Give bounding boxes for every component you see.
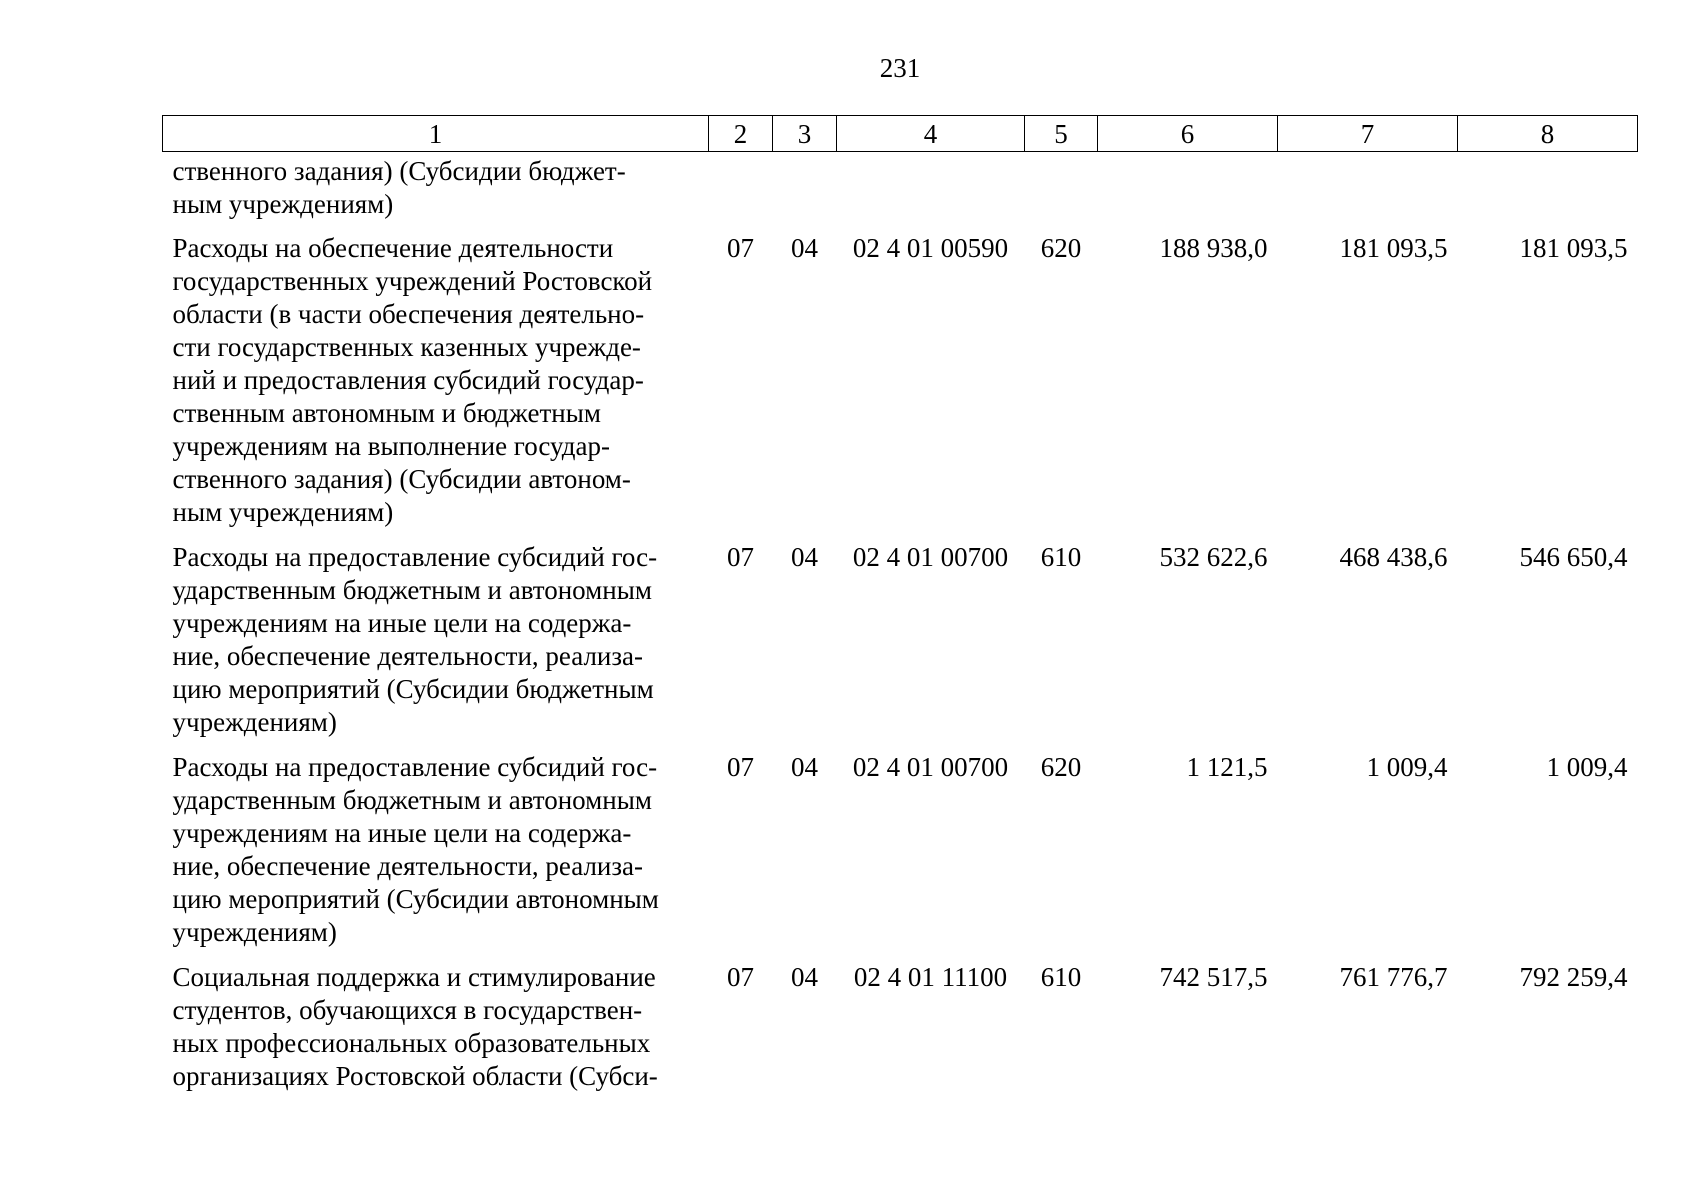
cell-subsection: 04 (791, 962, 818, 992)
cell-target-article: 02 4 01 00590 (852, 233, 1009, 263)
cell-section: 07 (727, 233, 754, 263)
cell-section: 07 (727, 542, 754, 572)
row-description (163, 541, 709, 751)
cell-amount-col8: 546 650,4 (1519, 542, 1628, 572)
cell-amount-col7: 468 438,6 (1339, 542, 1448, 572)
cell-amount-col8: 181 093,5 (1519, 233, 1628, 263)
cell-amount-col7: 1 009,4 (1366, 752, 1448, 782)
cell-expense-type: 620 (1040, 752, 1082, 782)
description-line: ние, обеспечение деятельности, реализа- (172, 641, 644, 671)
description-line: области (в части обеспечения деятельно- (172, 299, 645, 329)
page-number: 231 (879, 53, 921, 83)
header-row (163, 116, 1638, 152)
description-line: цию мероприятий (Субсидии автономным (172, 884, 659, 914)
table-header (163, 116, 1638, 152)
cell-section (709, 152, 773, 233)
cell-expense-type: 620 (1040, 233, 1082, 263)
description-line: организациях Ростовской области (Субси- (172, 1061, 658, 1091)
description-line: государственных учреждений Ростовской (172, 266, 653, 296)
row-description (163, 961, 709, 1093)
cell-subsection (773, 152, 837, 233)
cell-subsection: 04 (791, 233, 818, 263)
cell-amount-col6: 742 517,5 (1159, 962, 1268, 992)
description-line: ственного задания) (Субсидии бюджет- (172, 156, 626, 186)
table-row (163, 961, 1638, 1093)
header-col-1: 1 (163, 116, 709, 152)
cell-amount-col6 (1098, 152, 1278, 233)
cell-subsection: 04 (791, 542, 818, 572)
cell-expense-type: 610 (1040, 542, 1082, 572)
header-col-6: 6 (1098, 116, 1278, 152)
description-line: учреждениям на иные цели на содержа- (172, 608, 632, 638)
description-line: цию мероприятий (Субсидии бюджетным (172, 674, 654, 704)
table-row (163, 152, 1638, 233)
cell-target-article (837, 152, 1025, 233)
header-col-8: 8 (1458, 116, 1638, 152)
description-line: ударственным бюджетным и автономным (172, 785, 652, 815)
cell-amount-col7: 181 093,5 (1339, 233, 1448, 263)
table-row (163, 541, 1638, 751)
cell-amount-col7: 761 776,7 (1339, 962, 1448, 992)
description-line: Расходы на предоставление субсидий гос- (172, 542, 658, 572)
cell-amount-col8 (1458, 152, 1638, 233)
description-line: Социальная поддержка и стимулирование (172, 962, 656, 992)
cell-amount-col6: 188 938,0 (1159, 233, 1268, 263)
description-line: учреждениям) (172, 917, 337, 947)
description-line: ударственным бюджетным и автономным (172, 575, 652, 605)
cell-amount-col8: 1 009,4 (1546, 752, 1628, 782)
description-line: учреждениям на выполнение государ- (172, 431, 611, 461)
cell-amount-col6: 532 622,6 (1159, 542, 1268, 572)
row-description (163, 232, 709, 541)
description-line: Расходы на обеспечение деятельности (172, 233, 614, 263)
cell-amount-col8: 792 259,4 (1519, 962, 1628, 992)
table-row (163, 232, 1638, 541)
header-col-7: 7 (1278, 116, 1458, 152)
row-description (163, 152, 709, 233)
row-description (163, 751, 709, 961)
description-line: ным учреждениям) (172, 497, 394, 527)
cell-target-article: 02 4 01 00700 (852, 542, 1009, 572)
budget-table (162, 115, 1638, 1093)
cell-amount-col7 (1278, 152, 1458, 233)
cell-expense-type (1025, 152, 1098, 233)
description-line: учреждениям на иные цели на содержа- (172, 818, 632, 848)
description-line: ний и предоставления субсидий государ- (172, 365, 644, 395)
cell-target-article: 02 4 01 11100 (853, 962, 1008, 992)
description-line: ным учреждениям) (172, 189, 394, 219)
description-line: сти государственных казенных учрежде- (172, 332, 641, 362)
cell-target-article: 02 4 01 00700 (852, 752, 1009, 782)
cell-subsection: 04 (791, 752, 818, 782)
cell-section: 07 (727, 962, 754, 992)
header-col-5: 5 (1025, 116, 1098, 152)
description-line: учреждениям) (172, 707, 337, 737)
description-line: ние, обеспечение деятельности, реализа- (172, 851, 644, 881)
description-line: ных профессиональных образовательных (172, 1028, 651, 1058)
cell-section: 07 (727, 752, 754, 782)
table-row (163, 751, 1638, 961)
table-body (163, 152, 1638, 1094)
description-line: ственного задания) (Субсидии автоном- (172, 464, 631, 494)
description-line: Расходы на предоставление субсидий гос- (172, 752, 658, 782)
header-col-2: 2 (709, 116, 773, 152)
description-line: студентов, обучающихся в государствен- (172, 995, 643, 1025)
cell-amount-col6: 1 121,5 (1186, 752, 1268, 782)
header-col-4: 4 (837, 116, 1025, 152)
header-col-3: 3 (773, 116, 837, 152)
cell-expense-type: 610 (1040, 962, 1082, 992)
description-line: ственным автономным и бюджетным (172, 398, 601, 428)
